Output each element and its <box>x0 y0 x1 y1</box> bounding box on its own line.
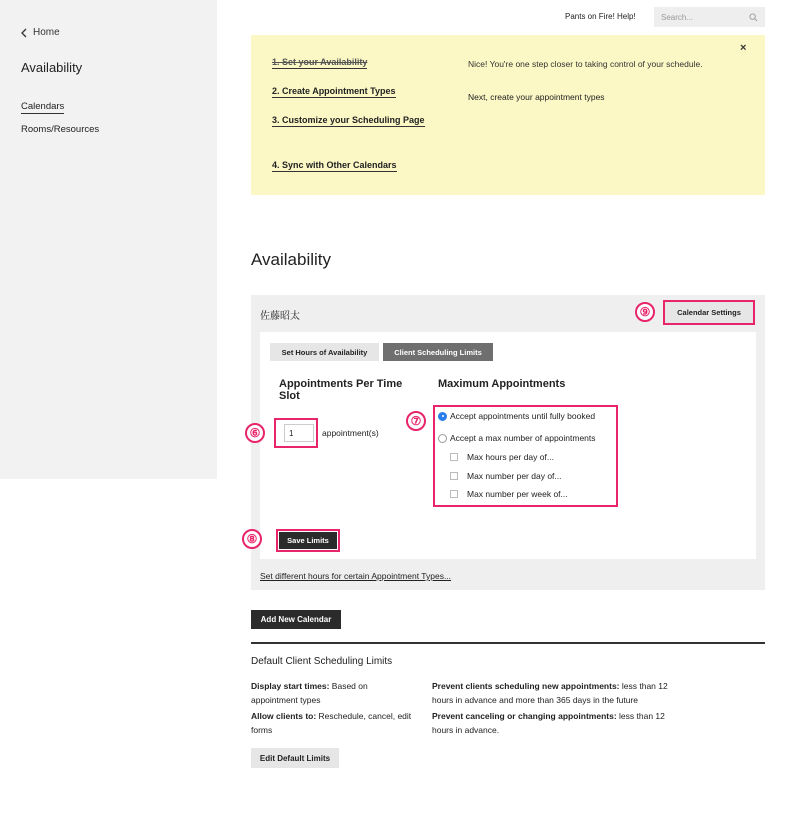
step-label: 2. Create Appointment Types <box>272 86 396 96</box>
checkbox-label: Max number per week of... <box>467 489 568 499</box>
prevent-cancel-label: Prevent canceling or changing appointments: <box>432 711 617 721</box>
appointments-unit-label: appointment(s) <box>322 428 379 438</box>
checkbox-icon[interactable] <box>450 472 458 480</box>
onboarding-banner <box>251 35 765 195</box>
checkbox-icon[interactable] <box>450 453 458 461</box>
prevent-new-value: less than 12 hours in advance and more than 365 days in the future <box>432 681 668 705</box>
radio-label: Accept a max number of appointments <box>450 433 596 443</box>
allow-clients-label: Allow clients to: <box>251 711 317 721</box>
calendar-panel <box>251 295 765 590</box>
checkbox-max-hours-per-day[interactable] <box>450 452 554 462</box>
calendar-name: 佐藤昭太 <box>260 311 300 322</box>
step-label: 4. Sync with Other Calendars <box>272 160 397 170</box>
radio-label: Accept appointments until fully booked <box>450 411 596 421</box>
checkbox-icon[interactable] <box>450 490 458 498</box>
step-set-availability[interactable] <box>272 55 367 70</box>
banner-next-step: Next, create your appointment types <box>468 92 605 102</box>
back-home-link[interactable] <box>20 27 60 38</box>
different-hours-link[interactable]: Set different hours for certain Appointment Types... <box>260 571 452 581</box>
per-slot-heading: Appointments Per Time Slot <box>279 378 403 402</box>
appointments-per-slot-input[interactable]: 1 <box>284 424 314 442</box>
step-create-appointment-types[interactable] <box>272 84 396 99</box>
display-start-label: Display start times: <box>251 681 330 691</box>
close-icon[interactable]: × <box>740 42 747 54</box>
checkbox-max-number-per-day[interactable] <box>450 471 562 481</box>
back-home-label: Home <box>33 27 60 38</box>
defaults-heading: Default Client Scheduling Limits <box>251 656 393 667</box>
sidebar <box>0 0 217 479</box>
display-start-times <box>251 679 411 707</box>
sidebar-item-rooms-resources[interactable]: Rooms/Resources <box>21 124 100 135</box>
limits-panel <box>260 332 756 559</box>
prevent-new-appointments <box>432 679 682 707</box>
search-placeholder: Search... <box>661 12 694 22</box>
search-icon[interactable] <box>749 13 758 22</box>
allow-clients-value: Reschedule, cancel, edit forms <box>251 711 412 735</box>
sidebar-item-calendars[interactable]: Calendars <box>21 101 65 112</box>
help-link[interactable]: Pants on Fire! Help! <box>565 12 636 21</box>
sidebar-title: Availability <box>21 60 83 75</box>
radio-max-number[interactable] <box>438 433 596 443</box>
tab-set-hours[interactable]: Set Hours of Availability <box>270 343 379 361</box>
annotation-badge-9: ⑨ <box>635 302 655 322</box>
tab-client-scheduling-limits[interactable]: Client Scheduling Limits <box>383 343 493 361</box>
radio-fully-booked[interactable] <box>438 411 595 421</box>
save-limits-button[interactable]: Save Limits <box>279 532 337 549</box>
allow-clients <box>251 709 421 737</box>
checkbox-label: Max number per day of... <box>467 471 562 481</box>
step-customize-scheduling-page[interactable] <box>272 113 432 128</box>
max-appointments-heading: Maximum Appointments <box>438 378 566 390</box>
edit-default-limits-button[interactable]: Edit Default Limits <box>251 748 339 768</box>
banner-message: Nice! You're one step closer to taking control of your schedule. <box>468 59 703 69</box>
step-label: 1. Set your Availability <box>272 57 368 67</box>
annotation-badge-6: ⑥ <box>245 423 265 443</box>
prevent-canceling <box>432 709 682 737</box>
chevron-left-icon <box>20 28 28 38</box>
display-start-value: Based on appointment types <box>251 681 368 705</box>
section-divider <box>251 642 765 644</box>
radio-unselected-icon[interactable] <box>438 434 447 443</box>
search-input[interactable] <box>654 7 765 27</box>
checkbox-label: Max hours per day of... <box>467 452 554 462</box>
step-label: 3. Customize your Scheduling Page <box>272 115 425 125</box>
add-new-calendar-button[interactable]: Add New Calendar <box>251 610 341 629</box>
calendar-settings-button[interactable]: Calendar Settings <box>663 300 755 325</box>
page-title: Availability <box>251 250 332 269</box>
checkbox-max-number-per-week[interactable] <box>450 489 568 499</box>
prevent-new-label: Prevent clients scheduling new appointments: <box>432 681 620 691</box>
step-sync-calendars[interactable] <box>272 158 397 173</box>
radio-selected-icon[interactable] <box>438 412 447 421</box>
prevent-cancel-value: less than 12 hours in advance. <box>432 711 665 735</box>
annotation-badge-7: ⑦ <box>406 411 426 431</box>
annotation-badge-8: ⑧ <box>242 529 262 549</box>
